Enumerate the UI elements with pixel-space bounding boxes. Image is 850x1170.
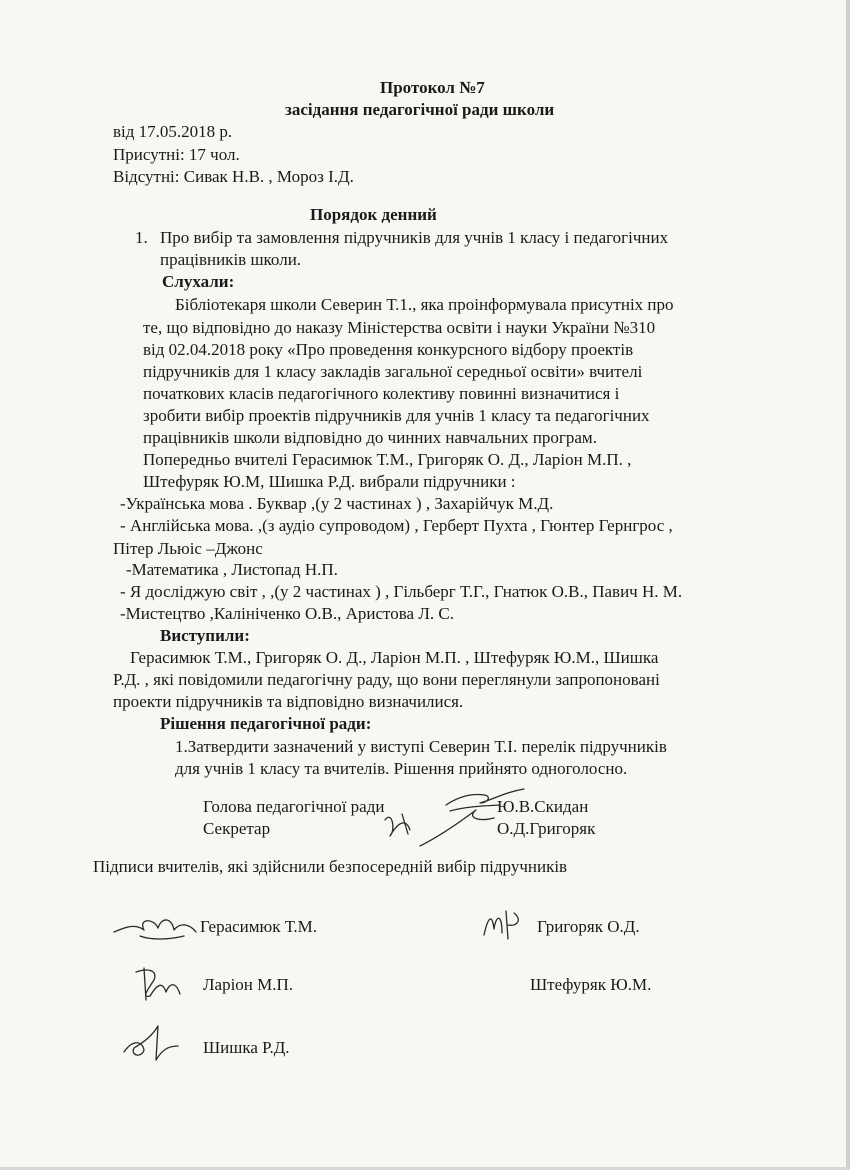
heard-line: зробити вибір проектів підручників для учнів 1 класу та педагогічних bbox=[143, 406, 650, 425]
textbook-item: -Мистецтво ,Калініченко О.В., Аристова Л. С. bbox=[120, 604, 454, 623]
absent-list: Відсутні: Сивак Н.В. , Мороз І.Д. bbox=[113, 167, 354, 186]
secretary-name: О.Д.Григоряк bbox=[497, 819, 596, 838]
teacher-name: Шишка Р.Д. bbox=[203, 1038, 290, 1057]
heard-line: підручників для 1 класу закладів загальної середньої освіти» вчителі bbox=[143, 362, 643, 381]
decision-line: для учнів 1 класу та вчителів. Рішення прийнято одноголосно. bbox=[175, 759, 628, 778]
agenda-item-number: 1. bbox=[135, 228, 148, 247]
decision-line: 1.Затвердити зазначений у виступі Северин Т.І. перелік підручників bbox=[175, 737, 667, 756]
chair-title: Голова педагогічної ради bbox=[203, 797, 385, 816]
heard-line: те, що відповідно до наказу Міністерства освіти і науки України №310 bbox=[143, 318, 656, 337]
agenda-heading: Порядок денний bbox=[310, 205, 437, 224]
speakers-line: проекти підручників та відповідно визначилися. bbox=[113, 692, 464, 711]
teacher-name: Григоряк О.Д. bbox=[537, 917, 640, 936]
textbook-item: -Українська мова . Буквар ,(у 2 частинах ) , Захарійчук М.Д. bbox=[120, 494, 554, 513]
heard-line: Бібліотекаря школи Северин Т.1., яка проінформувала присутніх про bbox=[175, 295, 674, 314]
agenda-item-line: Про вибір та замовлення підручників для учнів 1 класу і педагогічних bbox=[160, 228, 669, 247]
speakers-heading: Виступили: bbox=[160, 626, 250, 645]
heard-line: працівників школи відповідно до чинних навчальних програм. bbox=[143, 428, 597, 447]
teacher-signature bbox=[118, 1022, 188, 1066]
heard-line: Попередньо вчителі Герасимюк Т.М., Григоряк О. Д., Ларіон М.П. , bbox=[143, 450, 632, 469]
heard-heading: Слухали: bbox=[162, 272, 235, 291]
heard-line: від 02.04.2018 року «Про проведення конкурсного відбору проектів bbox=[143, 340, 634, 359]
meeting-date: від 17.05.2018 р. bbox=[113, 122, 233, 141]
chair-name: Ю.В.Скидан bbox=[497, 797, 589, 816]
heard-line: початкових класів педагогічного колективу повинні визначитися і bbox=[143, 384, 620, 403]
textbook-item: Пітер Льюіс –Джонс bbox=[113, 539, 263, 558]
document-title: Протокол №7 bbox=[380, 78, 485, 97]
teacher-name: Ларіон М.П. bbox=[203, 975, 294, 994]
teacher-signature bbox=[478, 905, 528, 945]
teacher-name: Герасимюк Т.М. bbox=[200, 917, 318, 936]
speakers-line: Р.Д. , які повідомили педагогічну раду, що вони переглянули запропоновані bbox=[113, 670, 660, 689]
textbook-item: - Я досліджую світ , ,(у 2 частинах ) , Гільберг Т.Г., Гнатюк О.В., Павич Н. М. bbox=[120, 582, 683, 601]
agenda-item-line: працівників школи. bbox=[160, 250, 302, 269]
teacher-signature bbox=[128, 962, 188, 1004]
document-subtitle: засідання педагогічної ради школи bbox=[285, 100, 555, 119]
teacher-name: Штефуряк Ю.М. bbox=[530, 975, 652, 994]
teachers-signatures-heading: Підписи вчителів, які здійснили безпосередній вибір підручників bbox=[93, 857, 568, 876]
present-count: Присутні: 17 чол. bbox=[113, 145, 240, 164]
secretary-signature bbox=[380, 800, 500, 850]
heard-line: Штефуряк Ю.М, Шишка Р.Д. вибрали підручники : bbox=[143, 472, 516, 491]
decision-heading: Рішення педагогічної ради: bbox=[160, 714, 372, 733]
speakers-line: Герасимюк Т.М., Григоряк О. Д., Ларіон М.П. , Штефуряк Ю.М., Шишка bbox=[130, 648, 659, 667]
secretary-title: Секретар bbox=[203, 819, 271, 838]
textbook-item: - Англійська мова. ,(з аудіо супроводом) , Герберт Пухта , Гюнтер Гернгрос , bbox=[120, 516, 673, 535]
textbook-item: -Математика , Листопад Н.П. bbox=[126, 560, 338, 579]
teacher-signature bbox=[110, 910, 200, 944]
scan-edge bbox=[846, 0, 850, 1170]
